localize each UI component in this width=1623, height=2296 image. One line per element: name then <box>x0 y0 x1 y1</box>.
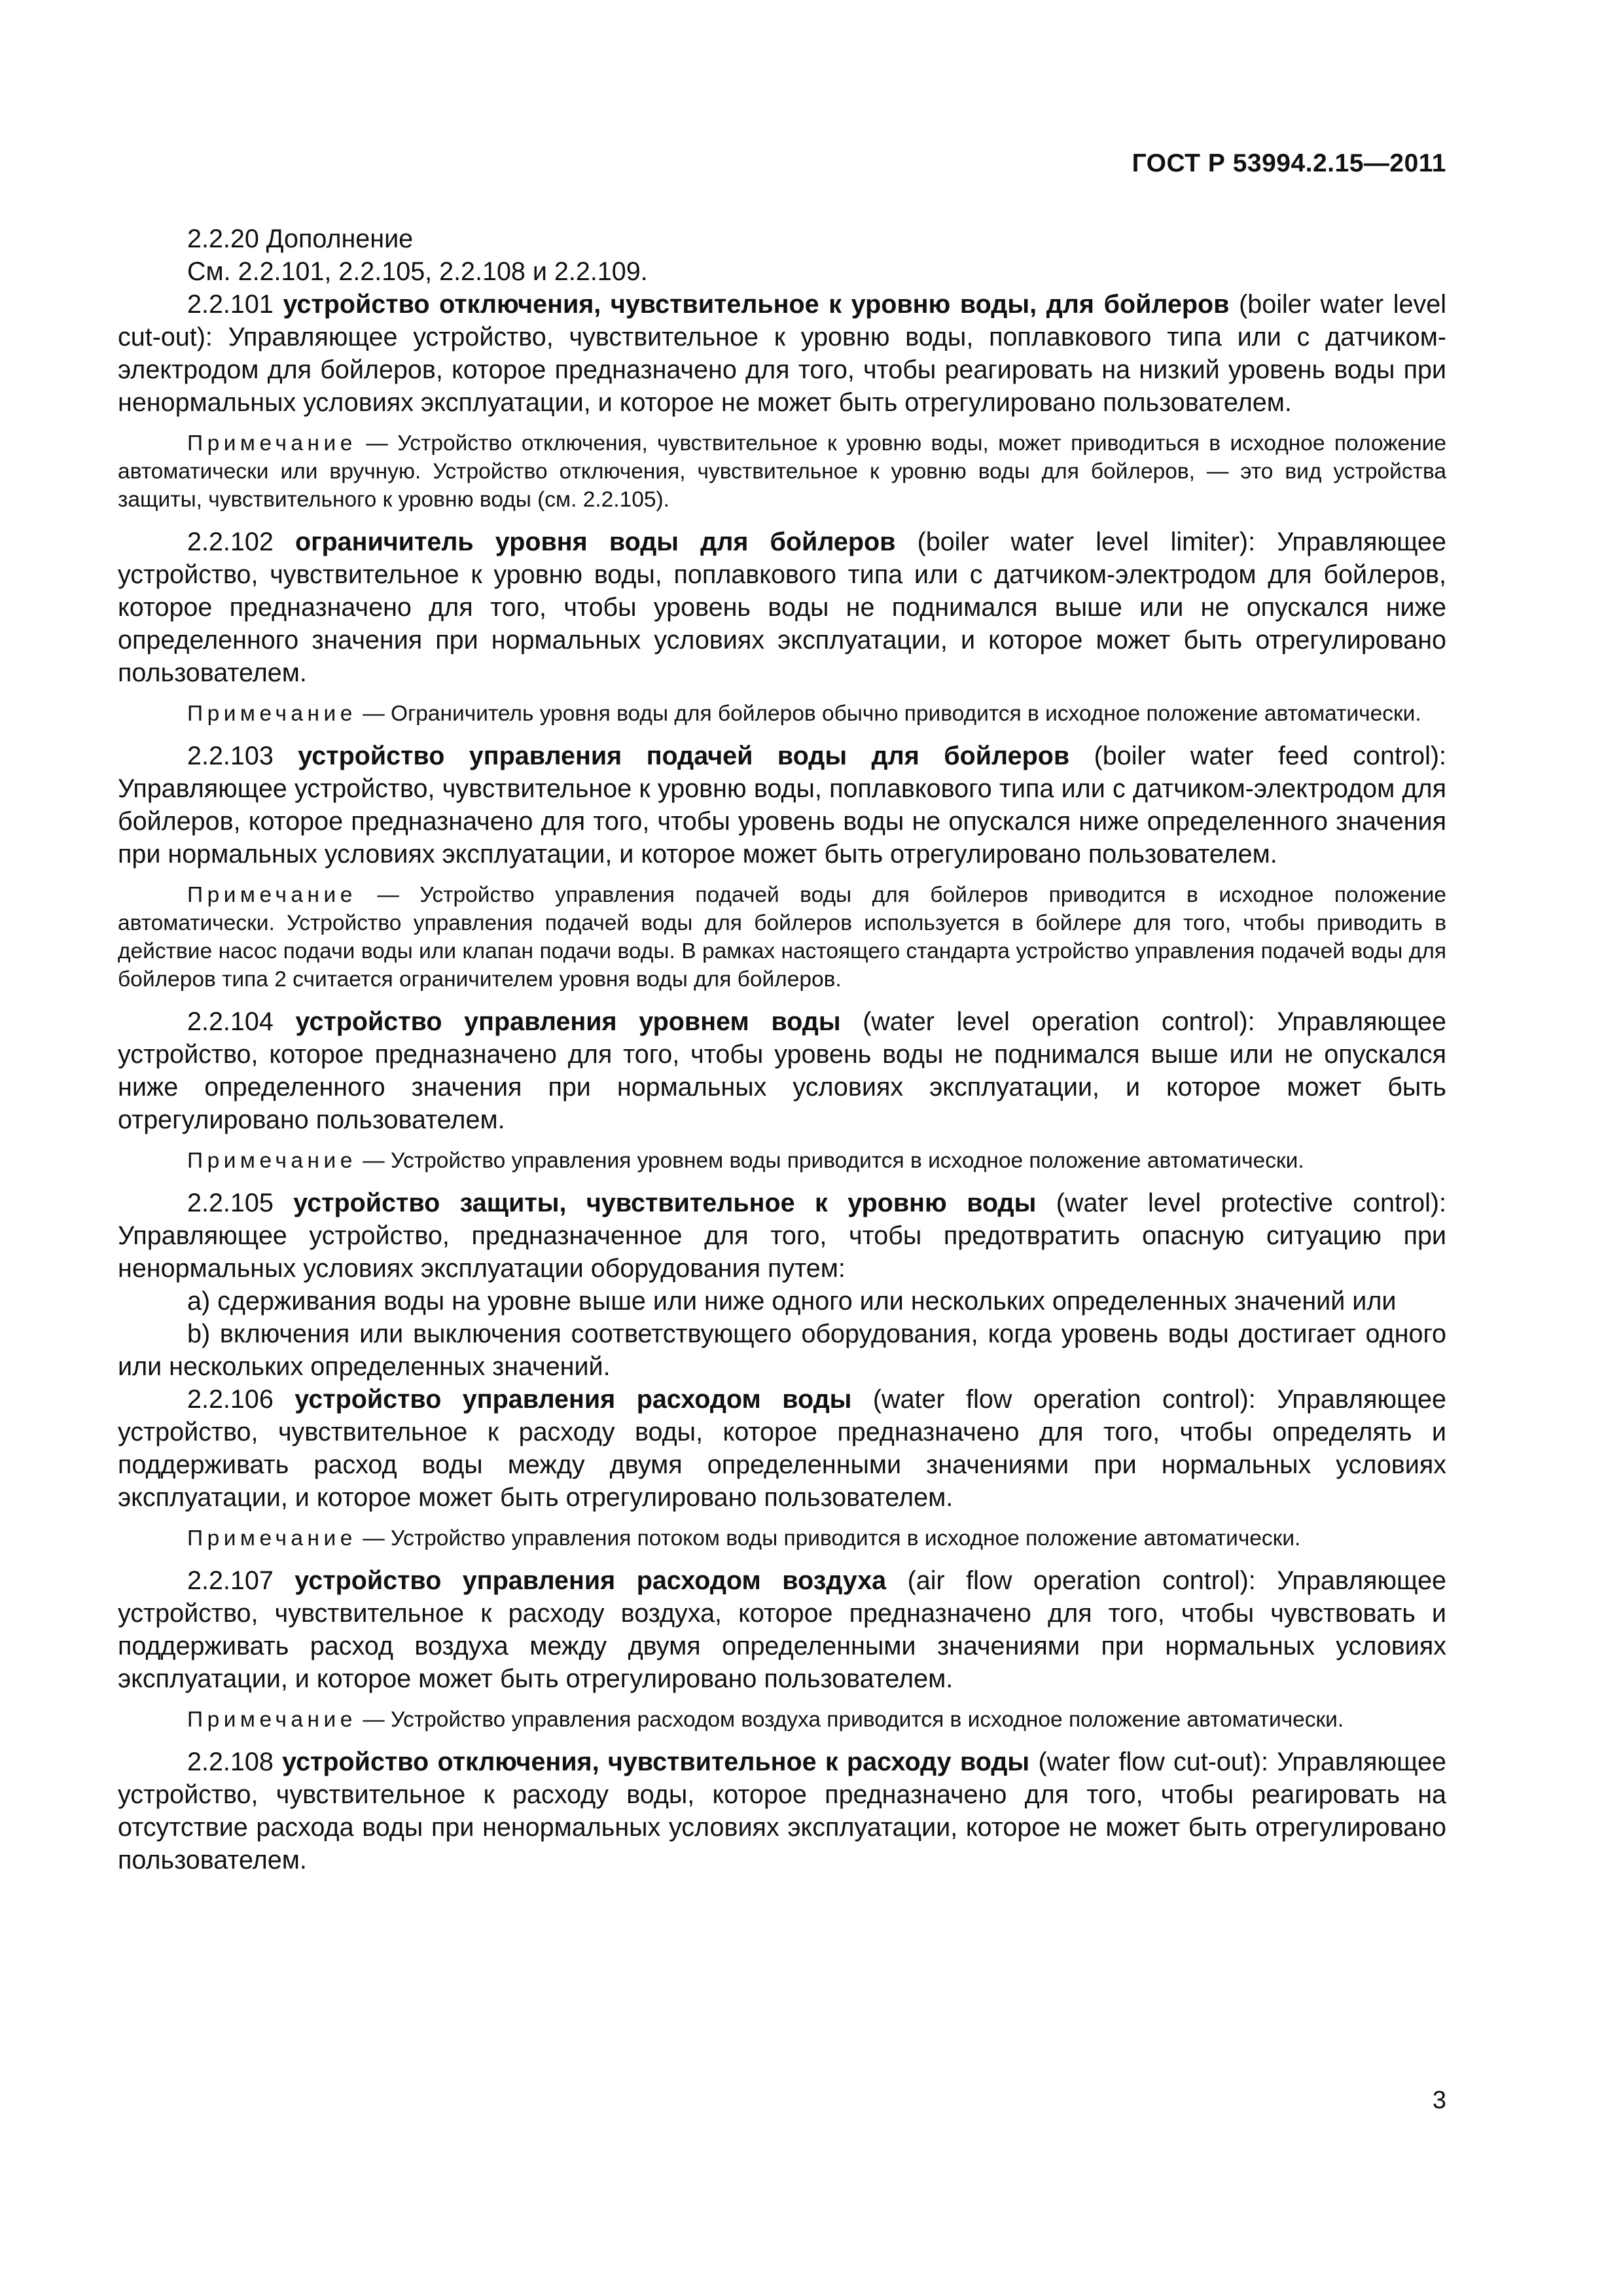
definition-2-2-102 <box>118 526 1446 689</box>
clause-number: 2.2.104 <box>187 1007 296 1036</box>
note-text: — Устройство отключения, чувствительное к уровню воды, может приводиться в исходное положение автоматически или вручную. Устройство отключения, чувствительное к уровню воды для бойлеров, — это вид устройства защиты, чувствительного к уровню воды (см. 2.2.105). <box>118 431 1446 512</box>
clause-number: 2.2.102 <box>187 528 295 556</box>
note-label: Примечание <box>187 1149 357 1173</box>
clause-number: 2.2.103 <box>187 742 298 770</box>
clause-number: 2.2.108 <box>187 1748 283 1776</box>
paragraph-2-2-20 <box>118 223 1446 255</box>
definition-text: (air flow operation control): Управляющее устройство, чувствительное к расходу воздуха, которое предназначено для того, чтобы чувствовать и поддерживать расход воздуха между двумя определенными значениями при нормальных условиях эксплуатации, и которое может быть отрегулировано пользователем. <box>118 1566 1447 1693</box>
clause-number: 2.2.101 <box>187 290 283 319</box>
definition-text: (water flow cut-out): Управляющее устройство, чувствительное к расходу воды, которое предназначено для того, чтобы реагировать на отсутствие расхода воды при ненормальных условиях эксплуатации, которое не может быть отрегулировано пользователем. <box>118 1748 1447 1874</box>
definition-2-2-107 <box>118 1564 1446 1695</box>
definition-text: (boiler water level cut-out): Управляющее устройство, чувствительное к уровню воды, поплавкового типа или с датчиком-электродом для бойлеров, которое предназначено для того, чтобы реагировать на низкий уровень воды при ненормальных условиях эксплуатации, и которое не может быть отрегулировано пользователем. <box>118 290 1447 417</box>
definition-text: (boiler water feed control): Управляющее устройство, чувствительное к уровню воды, поплавкового типа или с датчиком-электродом для бойлеров, которое предназначено для того, чтобы уровень воды не опускался ниже определенного значения при нормальных условиях эксплуатации, и которое может быть отрегулировано пользователем. <box>118 742 1446 869</box>
list-item-text: a) сдерживания воды на уровне выше или ниже одного или нескольких определенных значений или <box>187 1287 1397 1316</box>
note-text: — Ограничитель уровня воды для бойлеров обычно приводится в исходное положение автоматически. <box>356 702 1421 726</box>
list-item-text: b) включения или выключения соответствующего оборудования, когда уровень воды достигает одного или нескольких определенных значений. <box>118 1319 1446 1381</box>
note-label: Примечание <box>187 883 357 907</box>
defined-term: устройство управления расходом воздуха <box>294 1566 887 1595</box>
paragraph-see-references <box>118 255 1446 288</box>
note-2-2-102 <box>118 700 1446 728</box>
note-label: Примечание <box>187 1708 357 1732</box>
note-text: — Устройство управления подачей воды для бойлеров приводится в исходное положение автоматически. Устройство управления подачей воды для бойлеров используется в бойлере для того, чтобы приводить в действие насос подачи воды или клапан подачи воды. В рамках настоящего стандарта устройство управления подачей воды для бойлеров типа 2 считается ограничителем уровня воды для бойлеров. <box>118 883 1446 992</box>
clause-number: 2.2.105 <box>187 1189 294 1217</box>
definition-2-2-103 <box>118 740 1446 870</box>
definition-2-2-101 <box>118 288 1446 419</box>
note-label: Примечание <box>187 702 357 726</box>
list-item-b <box>118 1318 1446 1383</box>
note-text: — Устройство управления расходом воздуха приводится в исходное положение автоматически. <box>356 1708 1344 1732</box>
defined-term: устройство отключения, чувствительное к расходу воды <box>282 1748 1030 1776</box>
note-label: Примечание <box>187 431 357 456</box>
clause-number: 2.2.107 <box>187 1566 295 1595</box>
definition-2-2-106 <box>118 1383 1446 1514</box>
note-2-2-103 <box>118 881 1446 994</box>
list-item-a <box>118 1285 1446 1318</box>
document-header-standard-id: ГОСТ Р 53994.2.15—2011 <box>1132 149 1446 177</box>
definition-text: (water level protective control): Управляющее устройство, предназначенное для того, чтобы предотвратить опасную ситуацию при ненормальных условиях эксплуатации оборудования путем: <box>118 1189 1446 1283</box>
definition-text: (water flow operation control): Управляющее устройство, чувствительное к расходу воды, которое предназначено для того, чтобы определять и поддерживать расход воды между двумя определенными значениями при нормальных условиях эксплуатации, и которое может быть отрегулировано пользователем. <box>118 1385 1446 1512</box>
defined-term: устройство отключения, чувствительное к уровню воды, для бойлеров <box>283 290 1230 319</box>
note-2-2-106 <box>118 1524 1446 1552</box>
definition-text: (boiler water level limiter): Управляющее устройство, чувствительное к уровню воды, поплавкового типа или с датчиком-электродом для бойлеров, которое предназначено для того, чтобы уровень воды не поднимался выше или не опускался ниже определенного значения при нормальных условиях эксплуатации, и которое может быть отрегулировано пользователем. <box>118 528 1446 687</box>
definition-2-2-105 <box>118 1187 1446 1285</box>
page-number: 3 <box>1432 2087 1446 2114</box>
clause-number: 2.2.106 <box>187 1385 295 1414</box>
note-2-2-101 <box>118 429 1446 514</box>
definition-text: (water level operation control): Управляющее устройство, которое предназначено для того, чтобы уровень воды не поднимался выше или не опускался ниже определенного значения при нормальных условиях эксплуатации, и которое может быть отрегулировано пользователем. <box>118 1007 1446 1134</box>
note-label: Примечание <box>187 1526 357 1551</box>
note-text: — Устройство управления потоком воды приводится в исходное положение автоматически. <box>356 1526 1301 1551</box>
document-body <box>118 223 1446 1876</box>
definition-2-2-104 <box>118 1005 1446 1136</box>
defined-term: устройство управления уровнем воды <box>295 1007 841 1036</box>
note-2-2-107 <box>118 1706 1446 1734</box>
defined-term: ограничитель уровня воды для бойлеров <box>294 528 896 556</box>
defined-term: устройство защиты, чувствительное к уровню воды <box>293 1189 1037 1217</box>
defined-term: устройство управления расходом воды <box>294 1385 852 1414</box>
note-2-2-104 <box>118 1147 1446 1175</box>
paragraph-text: См. 2.2.101, 2.2.105, 2.2.108 и 2.2.109. <box>187 257 648 286</box>
note-text: — Устройство управления уровнем воды приводится в исходное положение автоматически. <box>356 1149 1304 1173</box>
definition-2-2-108 <box>118 1746 1446 1876</box>
defined-term: устройство управления подачей воды для бойлеров <box>298 742 1070 770</box>
paragraph-text: 2.2.20 Дополнение <box>187 224 414 253</box>
